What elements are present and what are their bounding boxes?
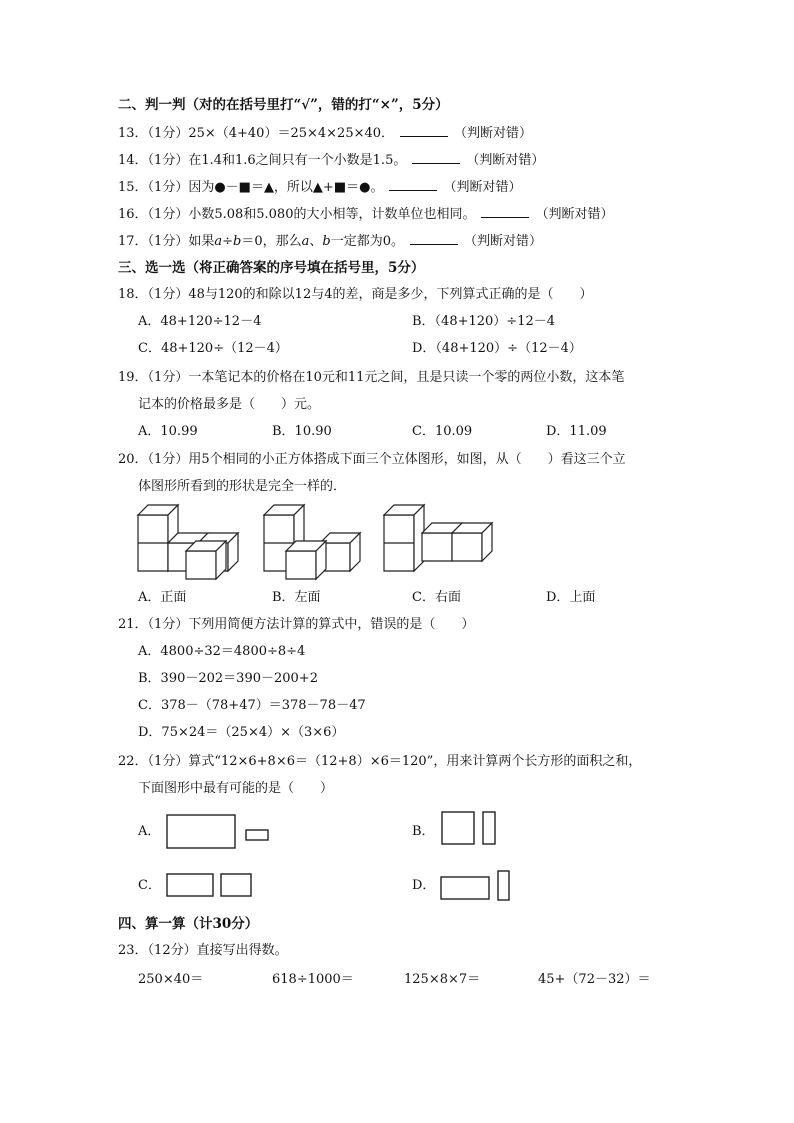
question-text: 16．（1分）小数5.08和5.080的大小相等，计数单位也相同。 — [118, 207, 476, 222]
question-15 — [118, 178, 521, 196]
question-19-line1: 19．（1分）一本笔记本的价格在10元和11元之间，且是只读一个零的两位小数，这本笔 — [118, 370, 625, 385]
judge-hint: （判断对错） — [466, 153, 545, 168]
question-text: 15．（1分）因为●－■＝▲，所以▲+■＝●。 — [118, 180, 384, 195]
option-b[interactable]: B．390－202＝390－200+2 — [138, 671, 318, 686]
answer-blank[interactable] — [412, 151, 460, 164]
question-23-text: 23．（12分）直接写出得数。 — [118, 943, 288, 958]
cube-figure-2 — [264, 505, 368, 581]
question-text: 一定都为0。 — [330, 234, 404, 249]
variable-b: b — [233, 234, 242, 249]
option-c[interactable]: C．48+120÷（12－4） — [138, 341, 288, 356]
option-b[interactable]: B．左面 — [272, 590, 321, 605]
judge-hint: （判断对错） — [464, 234, 543, 249]
question-19-line2: 记本的价格最多是（ ）元。 — [138, 397, 321, 412]
question-text: 17．（1分）如果 — [118, 234, 215, 249]
question-text: 14．（1分）在1.4和1.6之间只有一个小数是1.5。 — [118, 153, 407, 168]
option-d[interactable]: D．75×24＝（25×4）×（3×6） — [138, 725, 345, 740]
rectangles-figure-d — [440, 870, 514, 902]
option-c[interactable]: C．378－（78+47）＝378－78－47 — [138, 698, 366, 713]
option-a[interactable]: A．4800÷32＝4800÷8÷4 — [138, 644, 306, 659]
option-b[interactable]: B． — [412, 824, 435, 839]
question-17 — [118, 232, 542, 250]
option-c[interactable]: C． — [138, 878, 161, 893]
option-a[interactable]: A． — [138, 824, 161, 839]
rectangles-figure-c — [166, 872, 256, 900]
question-text: ＝0，那么 — [241, 234, 302, 249]
section-judge-heading: 二、判一判（对的在括号里打“√”，错的打“×”，5分） — [118, 97, 449, 113]
section-choice-heading: 三、选一选（将正确答案的序号填在括号里，5分） — [118, 260, 425, 276]
option-b[interactable]: B．10.90 — [272, 424, 332, 439]
calc-item: 45+（72－32）＝ — [538, 972, 651, 987]
judge-hint: （判断对错） — [535, 207, 614, 222]
question-18-text: 18．（1分）48与120的和除以12与4的差，商是多少，下列算式正确的是（ ） — [118, 287, 593, 302]
option-a[interactable]: A．48+120÷12－4 — [138, 314, 262, 329]
section-calc-heading: 四、算一算（计30分） — [118, 916, 259, 932]
answer-blank[interactable] — [410, 232, 458, 245]
variable-a: a — [214, 234, 223, 249]
question-22-line2: 下面图形中最有可能的是（ ） — [138, 781, 334, 796]
option-d[interactable]: D．上面 — [546, 590, 596, 605]
question-22-line1: 22．（1分）算式“12×6+8×6＝（12+8）×6＝120”，用来计算两个长方形的面积之和， — [118, 754, 642, 769]
question-20-line2: 体图形所看到的形状是完全一样的． — [138, 479, 347, 494]
rectangles-figure-a — [166, 814, 272, 850]
calc-item: 125×8×7＝ — [404, 972, 481, 987]
judge-hint: （判断对错） — [454, 126, 533, 141]
option-d[interactable]: D． — [412, 878, 436, 893]
option-a[interactable]: A．正面 — [138, 590, 187, 605]
question-21-text: 21．（1分）下列用简便方法计算的算式中，错误的是（ ） — [118, 617, 475, 632]
question-13 — [118, 124, 532, 142]
answer-blank[interactable] — [389, 178, 437, 191]
calc-item: 618÷1000＝ — [272, 972, 354, 987]
operator: ÷ — [222, 234, 233, 249]
question-14 — [118, 151, 544, 169]
answer-blank[interactable] — [481, 205, 529, 218]
answer-blank[interactable] — [400, 124, 448, 137]
calc-item: 250×40＝ — [138, 972, 204, 987]
rectangles-figure-b — [441, 811, 499, 847]
question-16 — [118, 205, 614, 223]
cube-figure-1 — [138, 505, 242, 581]
separator: 、 — [309, 234, 323, 249]
variable-b: b — [322, 234, 331, 249]
option-d[interactable]: D．11.09 — [546, 424, 607, 439]
option-c[interactable]: C．右面 — [412, 590, 461, 605]
question-20-line1: 20．（1分）用5个相同的小正方体搭成下面三个立体图形，如图，从（ ）看这三个立 — [118, 452, 626, 467]
option-a[interactable]: A．10.99 — [138, 424, 198, 439]
option-d[interactable]: D．（48+120）÷（12－4） — [412, 341, 582, 356]
variable-a: a — [301, 234, 310, 249]
judge-hint: （判断对错） — [443, 180, 522, 195]
option-c[interactable]: C．10.09 — [412, 424, 473, 439]
option-b[interactable]: B．（48+120）÷12－4 — [412, 314, 556, 329]
question-text: 13．（1分）25×（4+40）＝25×4×25×40． — [118, 126, 395, 141]
cube-figure-3 — [384, 505, 494, 573]
